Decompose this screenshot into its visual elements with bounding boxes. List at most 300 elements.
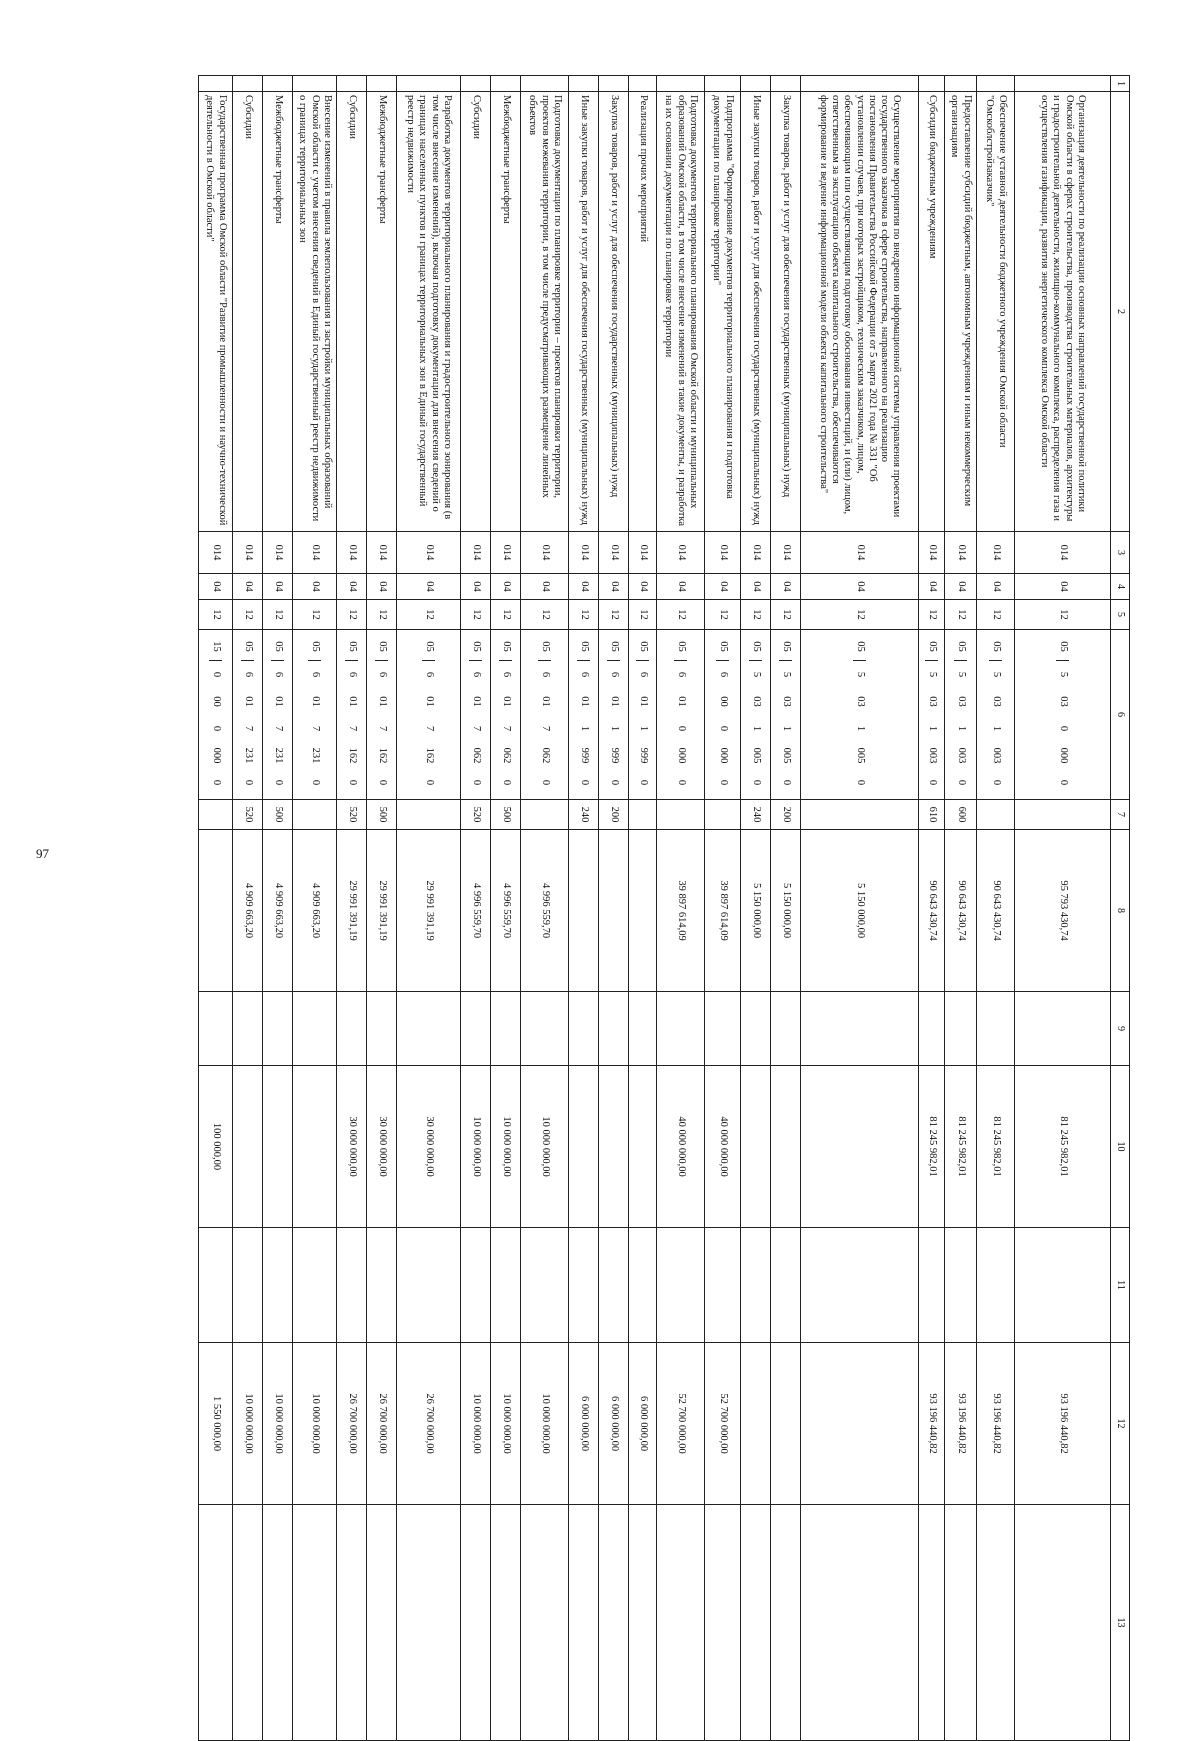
header-cell: 5 <box>1111 600 1130 630</box>
amount-col13-cell <box>461 1505 491 1741</box>
item-name-cell: Разработка документов территориального планирования и градостроительного зонирования (в том числе внесение изменений), включая подготовку документации для внесения сведений о границах населенных пунктов и границах территориальных зон в Единый государственный реестр недвижимости <box>397 92 461 532</box>
target-item-code-cell <box>599 630 629 800</box>
amount-col10-cell: 10 000 000,00 <box>461 1066 491 1228</box>
amount-col13-cell <box>599 1505 629 1741</box>
csr-program: 05 <box>241 633 253 661</box>
header-row <box>1111 76 1130 1741</box>
csr-subprogram: 6 <box>717 671 729 678</box>
csr-main-event: 01 <box>423 696 435 707</box>
subsection-code-cell: 12 <box>263 600 293 630</box>
csr-main-event: 01 <box>539 696 551 707</box>
csr-subprogram: 6 <box>608 671 620 678</box>
table-row <box>771 76 801 1741</box>
amount-col10-cell <box>741 1066 771 1228</box>
csr-direction: 7 <box>346 725 358 732</box>
table-row <box>233 76 263 1741</box>
amount-col10-cell <box>599 1066 629 1228</box>
row-index-cell <box>521 76 569 92</box>
amount-col11-cell <box>1015 1228 1111 1343</box>
ministry-code-cell: 014 <box>977 532 1015 574</box>
amount-col13-cell <box>801 1505 919 1741</box>
csr-subprogram: 6 <box>272 671 284 678</box>
expense-type-cell <box>705 800 741 830</box>
subsection-code-cell: 12 <box>397 600 461 630</box>
csr-main-event: 00 <box>210 696 222 707</box>
subsection-code-cell: 12 <box>491 600 521 630</box>
csr-suffix: 0 <box>242 779 254 786</box>
amount-col13-cell <box>199 1505 233 1741</box>
csr-program: 05 <box>716 633 728 661</box>
section-code-cell: 04 <box>705 574 741 600</box>
csr-direction: 1 <box>608 725 620 732</box>
amount-col13-cell <box>293 1505 337 1741</box>
amount-col11-cell <box>569 1228 599 1343</box>
csr-direction: 1 <box>990 725 1002 732</box>
expense-type-cell: 520 <box>233 800 263 830</box>
row-index-cell <box>919 76 945 92</box>
amount-col10-cell: 30 000 000,00 <box>367 1066 397 1228</box>
expense-type-cell <box>397 800 461 830</box>
amount-col10-cell <box>233 1066 263 1228</box>
target-item-code-cell <box>263 630 293 800</box>
section-code-cell: 04 <box>919 574 945 600</box>
csr-code: 003 <box>955 747 967 764</box>
amount-col12-cell: 1 550 000,00 <box>199 1343 233 1505</box>
amount-col8-cell: 5 150 000,00 <box>771 830 801 992</box>
amount-col10-cell: 81 245 982,01 <box>945 1066 977 1228</box>
csr-program: 05 <box>636 633 648 661</box>
csr-code: 231 <box>242 747 254 764</box>
csr-suffix: 0 <box>423 779 435 786</box>
csr-code: 231 <box>272 747 284 764</box>
csr-direction: 0 <box>1057 725 1069 732</box>
csr-direction: 7 <box>272 725 284 732</box>
table-row <box>521 76 569 1741</box>
csr-subprogram: 5 <box>780 671 792 678</box>
table-row <box>1015 76 1111 1741</box>
section-code-cell: 04 <box>801 574 919 600</box>
target-item-code-cell <box>521 630 569 800</box>
amount-col11-cell <box>599 1228 629 1343</box>
amount-col9-cell <box>771 992 801 1066</box>
expense-type-cell: 500 <box>263 800 293 830</box>
target-item-code-cell <box>771 630 801 800</box>
target-item-code-cell <box>945 630 977 800</box>
csr-main-event: 01 <box>242 696 254 707</box>
target-item-code-cell <box>657 630 705 800</box>
subsection-code-cell: 12 <box>293 600 337 630</box>
amount-col8-cell: 4 996 559,70 <box>521 830 569 992</box>
target-item-code-cell <box>1015 630 1111 800</box>
csr-main-event: 03 <box>990 696 1002 707</box>
table-row <box>461 76 491 1741</box>
item-name-cell: Осуществление мероприятия по внедрению информационной системы управления проектами государственного заказчика в сфере строительства, направленного на реализацию постановления Правительства Российской Федерации от 5 марта 2021 года № 331 "Об установлении случаев, при которых застройщиком, техническим заказчиком, лицом, обеспечивающим или осуществляющим подготовку обоснования инвестиций, и (или) лицом, ответственным за эксплуатацию объекта капитального строительства, обеспечиваются формирование и ведение информационной модели объекта капитального строительства" <box>801 92 919 532</box>
table-row <box>945 76 977 1741</box>
amount-col11-cell <box>491 1228 521 1343</box>
table-row <box>705 76 741 1741</box>
csr-direction: 1 <box>578 725 590 732</box>
item-name-cell: Иные закупки товаров, работ и услуг для обеспечения государственных (муниципальных) нужд <box>569 92 599 532</box>
csr-code: 005 <box>854 747 866 764</box>
subsection-code-cell: 12 <box>233 600 263 630</box>
amount-col9-cell <box>945 992 977 1066</box>
amount-col9-cell <box>657 992 705 1066</box>
amount-col10-cell <box>801 1066 919 1228</box>
csr-main-event: 03 <box>750 696 762 707</box>
expense-type-cell: 520 <box>461 800 491 830</box>
csr-code: 062 <box>539 747 551 764</box>
ministry-code-cell: 014 <box>397 532 461 574</box>
csr-main-event: 01 <box>346 696 358 707</box>
amount-col11-cell <box>337 1228 367 1343</box>
amount-col12-cell: 6 000 000,00 <box>569 1343 599 1505</box>
csr-program: 05 <box>375 633 387 661</box>
section-code-cell: 04 <box>1015 574 1111 600</box>
amount-col8-cell <box>569 830 599 992</box>
subsection-code-cell: 12 <box>945 600 977 630</box>
amount-col11-cell <box>293 1228 337 1343</box>
table-row <box>263 76 293 1741</box>
csr-main-event: 00 <box>717 696 729 707</box>
amount-col11-cell <box>461 1228 491 1343</box>
page-number: 97 <box>36 846 49 861</box>
csr-suffix: 0 <box>780 779 792 786</box>
csr-code: 162 <box>376 747 388 764</box>
amount-col12-cell: 52 700 000,00 <box>657 1343 705 1505</box>
amount-col13-cell <box>705 1505 741 1741</box>
csr-subprogram: 6 <box>470 671 482 678</box>
subsection-code-cell: 12 <box>461 600 491 630</box>
ministry-code-cell: 014 <box>1015 532 1111 574</box>
csr-main-event: 03 <box>854 696 866 707</box>
row-index-cell <box>461 76 491 92</box>
csr-subprogram: 6 <box>637 671 649 678</box>
amount-col10-cell <box>629 1066 657 1228</box>
csr-code: 000 <box>1057 747 1069 764</box>
row-index-cell <box>741 76 771 92</box>
target-item-code-cell <box>569 630 599 800</box>
row-index-cell <box>233 76 263 92</box>
csr-direction: 1 <box>750 725 762 732</box>
amount-col13-cell <box>367 1505 397 1741</box>
csr-suffix: 0 <box>955 779 967 786</box>
csr-suffix: 0 <box>854 779 866 786</box>
amount-col8-cell: 5 150 000,00 <box>801 830 919 992</box>
amount-col12-cell: 93 196 440,82 <box>945 1343 977 1505</box>
csr-suffix: 0 <box>990 779 1002 786</box>
amount-col13-cell <box>569 1505 599 1741</box>
ministry-code-cell: 014 <box>569 532 599 574</box>
amount-col10-cell: 100 000,00 <box>199 1066 233 1228</box>
row-index-cell <box>569 76 599 92</box>
item-name-cell: Закупка товаров, работ и услуг для обеспечения государственных (муниципальных) нужд <box>771 92 801 532</box>
item-name-cell: Обеспечение уставной деятельности бюджетного учреждения Омской области "Омскоблстройзаказчик" <box>977 92 1015 532</box>
item-name-cell: Подготовка документации по планировке территории – проектов планировки территории, проектов межевания территории, в том числе предусматривающих размещение линейных объектов <box>521 92 569 532</box>
ministry-code-cell: 014 <box>461 532 491 574</box>
csr-main-event: 01 <box>578 696 590 707</box>
subsection-code-cell: 12 <box>569 600 599 630</box>
item-name-cell: Внесение изменений в правила землепользования и застройки муниципальных образований Омской области с учетом внесения сведений в Единый государственный реестр недвижимости о границах территориальных зон <box>293 92 337 532</box>
csr-main-event: 03 <box>926 696 938 707</box>
row-index-cell <box>977 76 1015 92</box>
ministry-code-cell: 014 <box>233 532 263 574</box>
table-row <box>569 76 599 1741</box>
csr-code: 999 <box>578 747 590 764</box>
header-cell: 13 <box>1111 1505 1130 1741</box>
csr-code: 062 <box>470 747 482 764</box>
csr-program: 05 <box>749 633 761 661</box>
target-item-code-cell <box>919 630 945 800</box>
csr-code: 000 <box>675 747 687 764</box>
amount-col9-cell <box>293 992 337 1066</box>
table-row <box>977 76 1015 1741</box>
amount-col9-cell <box>491 992 521 1066</box>
csr-program: 05 <box>538 633 550 661</box>
csr-main-event: 01 <box>470 696 482 707</box>
csr-direction: 1 <box>854 725 866 732</box>
table-row <box>337 76 367 1741</box>
csr-subprogram: 5 <box>926 671 938 678</box>
amount-col8-cell: 29 991 391,19 <box>367 830 397 992</box>
csr-program: 05 <box>345 633 357 661</box>
csr-suffix: 0 <box>608 779 620 786</box>
amount-col9-cell <box>599 992 629 1066</box>
csr-subprogram: 6 <box>346 671 358 678</box>
row-index-cell <box>771 76 801 92</box>
table-row <box>919 76 945 1741</box>
csr-code: 005 <box>750 747 762 764</box>
ministry-code-cell: 014 <box>521 532 569 574</box>
ministry-code-cell: 014 <box>599 532 629 574</box>
csr-code: 005 <box>780 747 792 764</box>
amount-col8-cell: 39 897 614,09 <box>657 830 705 992</box>
amount-col10-cell: 81 245 982,01 <box>919 1066 945 1228</box>
amount-col11-cell <box>367 1228 397 1343</box>
subsection-code-cell: 12 <box>977 600 1015 630</box>
amount-col12-cell <box>801 1343 919 1505</box>
csr-suffix: 0 <box>376 779 388 786</box>
amount-col12-cell: 10 000 000,00 <box>233 1343 263 1505</box>
item-name-cell: Закупка товаров, работ и услуг для обеспечения государственных (муниципальных) нужд <box>599 92 629 532</box>
header-cell: 11 <box>1111 1228 1130 1343</box>
row-index-cell <box>199 76 233 92</box>
csr-main-event: 03 <box>1057 696 1069 707</box>
csr-subprogram: 0 <box>210 671 222 678</box>
amount-col12-cell: 93 196 440,82 <box>919 1343 945 1505</box>
csr-code: 999 <box>637 747 649 764</box>
target-item-code-cell <box>461 630 491 800</box>
item-name-cell: Субсидии <box>233 92 263 532</box>
row-index-cell <box>657 76 705 92</box>
csr-program: 05 <box>577 633 589 661</box>
subsection-code-cell: 12 <box>337 600 367 630</box>
amount-col9-cell <box>337 992 367 1066</box>
amount-col11-cell <box>705 1228 741 1343</box>
amount-col8-cell <box>599 830 629 992</box>
csr-direction: 1 <box>955 725 967 732</box>
ministry-code-cell: 014 <box>491 532 521 574</box>
csr-direction: 0 <box>717 725 729 732</box>
target-item-code-cell <box>491 630 521 800</box>
amount-col11-cell <box>233 1228 263 1343</box>
header-cell: 9 <box>1111 992 1130 1066</box>
subsection-code-cell: 12 <box>1015 600 1111 630</box>
row-index-cell <box>705 76 741 92</box>
section-code-cell: 04 <box>461 574 491 600</box>
amount-col12-cell: 26 700 000,00 <box>337 1343 367 1505</box>
amount-col9-cell <box>629 992 657 1066</box>
target-item-code-cell <box>397 630 461 800</box>
amount-col11-cell <box>397 1228 461 1343</box>
ministry-code-cell: 014 <box>705 532 741 574</box>
amount-col8-cell: 4 996 559,70 <box>461 830 491 992</box>
csr-code: 999 <box>608 747 620 764</box>
amount-col11-cell <box>919 1228 945 1343</box>
row-index-cell <box>599 76 629 92</box>
csr-code: 162 <box>423 747 435 764</box>
csr-program: 05 <box>308 633 320 661</box>
header-cell: 1 <box>1111 76 1130 92</box>
subsection-code-cell: 12 <box>367 600 397 630</box>
ministry-code-cell: 014 <box>263 532 293 574</box>
csr-suffix: 0 <box>675 779 687 786</box>
header-cell: 2 <box>1111 92 1130 532</box>
expense-type-cell <box>977 800 1015 830</box>
table-row <box>629 76 657 1741</box>
csr-direction: 1 <box>780 725 792 732</box>
expense-type-cell: 520 <box>337 800 367 830</box>
csr-main-event: 01 <box>608 696 620 707</box>
expense-type-cell: 240 <box>741 800 771 830</box>
amount-col10-cell: 40 000 000,00 <box>705 1066 741 1228</box>
target-item-code-cell <box>629 630 657 800</box>
csr-program: 05 <box>271 633 283 661</box>
expense-type-cell <box>657 800 705 830</box>
header-cell: 3 <box>1111 532 1130 574</box>
amount-col11-cell <box>629 1228 657 1343</box>
budget-table <box>198 75 1130 1741</box>
amount-col11-cell <box>657 1228 705 1343</box>
amount-col13-cell <box>919 1505 945 1741</box>
ministry-code-cell: 014 <box>771 532 801 574</box>
amount-col8-cell <box>629 830 657 992</box>
amount-col10-cell: 10 000 000,00 <box>521 1066 569 1228</box>
amount-col9-cell <box>801 992 919 1066</box>
expense-type-cell <box>293 800 337 830</box>
csr-subprogram: 6 <box>309 671 321 678</box>
item-name-cell: Межбюджетные трансферты <box>263 92 293 532</box>
expense-type-cell <box>629 800 657 830</box>
csr-program: 05 <box>674 633 686 661</box>
csr-subprogram: 6 <box>242 671 254 678</box>
table-row <box>397 76 461 1741</box>
target-item-code-cell <box>337 630 367 800</box>
csr-direction: 7 <box>423 725 435 732</box>
csr-direction: 0 <box>210 725 222 732</box>
expense-type-cell <box>801 800 919 830</box>
row-index-cell <box>1015 76 1111 92</box>
expense-type-cell: 200 <box>599 800 629 830</box>
amount-col13-cell <box>397 1505 461 1741</box>
csr-suffix: 0 <box>539 779 551 786</box>
subsection-code-cell: 12 <box>801 600 919 630</box>
amount-col12-cell: 6 000 000,00 <box>599 1343 629 1505</box>
csr-direction: 7 <box>539 725 551 732</box>
amount-col9-cell <box>705 992 741 1066</box>
csr-program: 05 <box>607 633 619 661</box>
amount-col12-cell: 93 196 440,82 <box>1015 1343 1111 1505</box>
amount-col8-cell: 4 996 559,70 <box>491 830 521 992</box>
ministry-code-cell: 014 <box>919 532 945 574</box>
amount-col8-cell: 90 643 430,74 <box>919 830 945 992</box>
expense-type-cell: 500 <box>367 800 397 830</box>
csr-suffix: 0 <box>926 779 938 786</box>
csr-program: 05 <box>954 633 966 661</box>
header-cell: 4 <box>1111 574 1130 600</box>
csr-suffix: 0 <box>272 779 284 786</box>
amount-col8-cell: 5 150 000,00 <box>741 830 771 992</box>
csr-subprogram: 5 <box>1057 671 1069 678</box>
csr-direction: 7 <box>242 725 254 732</box>
expense-type-cell: 200 <box>771 800 801 830</box>
csr-suffix: 0 <box>470 779 482 786</box>
amount-col13-cell <box>741 1505 771 1741</box>
amount-col13-cell <box>629 1505 657 1741</box>
row-index-cell <box>397 76 461 92</box>
expense-type-cell: 500 <box>491 800 521 830</box>
csr-main-event: 01 <box>309 696 321 707</box>
row-index-cell <box>491 76 521 92</box>
csr-subprogram: 6 <box>500 671 512 678</box>
amount-col10-cell: 30 000 000,00 <box>397 1066 461 1228</box>
section-code-cell: 04 <box>367 574 397 600</box>
target-item-code-cell <box>293 630 337 800</box>
ministry-code-cell: 014 <box>337 532 367 574</box>
amount-col10-cell <box>569 1066 599 1228</box>
csr-suffix: 0 <box>578 779 590 786</box>
csr-main-event: 01 <box>637 696 649 707</box>
item-name-cell: Субсидии бюджетным учреждениям <box>919 92 945 532</box>
amount-col13-cell <box>233 1505 263 1741</box>
csr-suffix: 0 <box>309 779 321 786</box>
amount-col9-cell <box>1015 992 1111 1066</box>
item-name-cell: Организация деятельности по реализации основных направлений государственной политики Омской области в сферах строительства, производства строительных материалов, архитектуры и градостроительной деятельности, жилищно-коммунального комплекса, распределения газа и осуществления газификации, развития энергетического комплекса Омской области <box>1015 92 1111 532</box>
csr-direction: 0 <box>675 725 687 732</box>
amount-col13-cell <box>1015 1505 1111 1741</box>
target-item-code-cell <box>977 630 1015 800</box>
csr-direction: 7 <box>470 725 482 732</box>
amount-col8-cell: 90 643 430,74 <box>977 830 1015 992</box>
expense-type-cell <box>1015 800 1111 830</box>
csr-subprogram: 6 <box>376 671 388 678</box>
table-row <box>491 76 521 1741</box>
expense-type-cell: 610 <box>919 800 945 830</box>
amount-col9-cell <box>263 992 293 1066</box>
csr-subprogram: 6 <box>423 671 435 678</box>
amount-col9-cell <box>199 992 233 1066</box>
expense-type-cell <box>199 800 233 830</box>
amount-col10-cell: 81 245 982,01 <box>1015 1066 1111 1228</box>
amount-col8-cell <box>199 830 233 992</box>
table-row <box>599 76 629 1741</box>
target-item-code-cell <box>199 630 233 800</box>
table-row <box>199 76 233 1741</box>
budget-document <box>130 75 1130 1740</box>
amount-col12-cell <box>741 1343 771 1505</box>
ministry-code-cell: 014 <box>629 532 657 574</box>
table-row <box>367 76 397 1741</box>
table-row <box>293 76 337 1741</box>
